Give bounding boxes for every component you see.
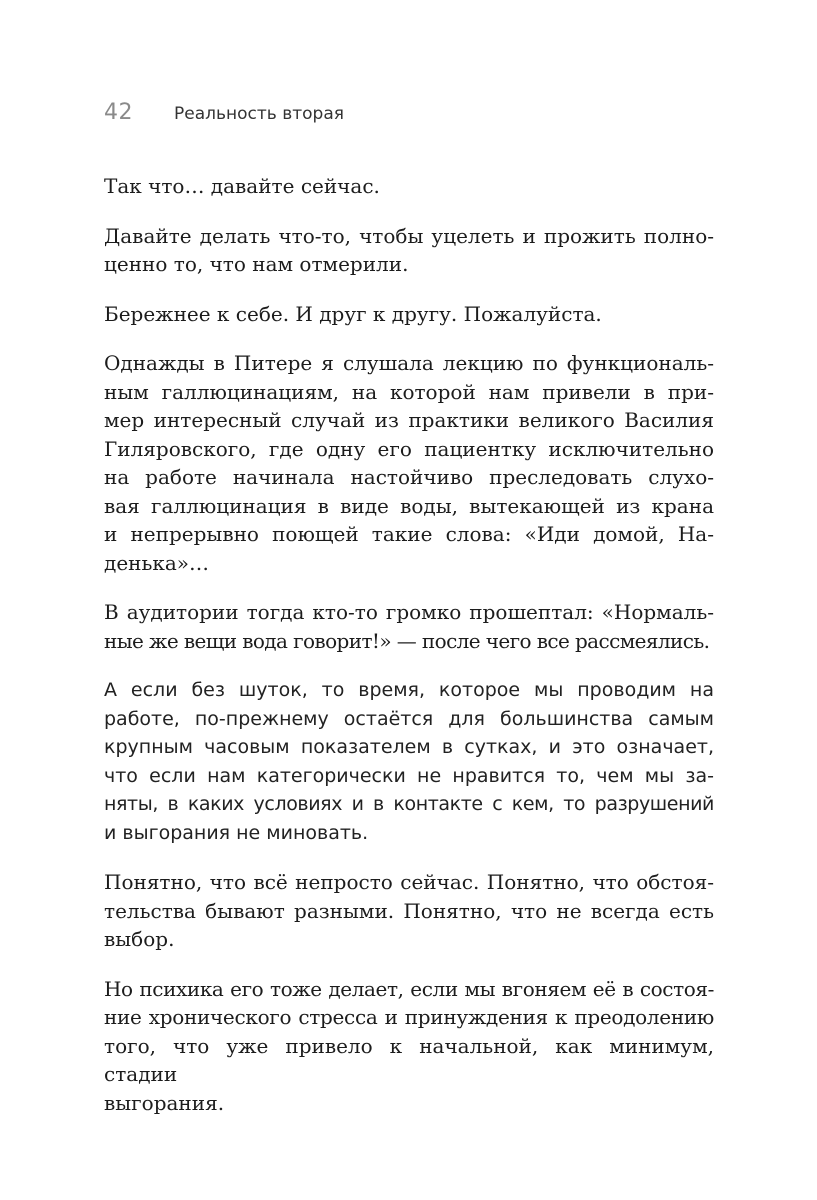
text-line: Понятно, что всё непросто сейчас. Понятно, что обстоя- [104,870,714,894]
text-line: что если нам категорически не нравится то, чем мы за- [104,764,714,787]
paragraph-2 [104,222,714,279]
text-line: выгорания. [104,1090,225,1115]
text-line: на работе начинала настойчиво преследовать слухо- [104,465,714,489]
text-line: тельства бывают разными. Понятно, что не всегда есть [104,898,714,923]
paragraph-7 [104,868,714,954]
paragraph-6 [104,676,714,847]
paragraph-1 [104,172,714,201]
page-number: 42 [104,100,133,125]
text-line: ценно то, что нам отмерили. [104,252,409,276]
text-line: Однажды в Питере я слушала лекцию по функциональ- [104,351,714,375]
text-line: А если без шуток, то время, которое мы проводим на [104,679,714,701]
text-line: выбор. [104,927,175,951]
text-line: Бережнее к себе. И друг к другу. Пожалуйста. [104,301,602,326]
page-header [104,100,344,125]
text-line: ным галлюцинациям, на которой нам привели в при- [104,379,714,404]
text-line: крупным часовым показателем в сутках, и это означает, [104,736,714,758]
paragraph-5 [104,598,714,655]
text-line: мер интересный случай из практики великого Василия [104,408,714,432]
text-line: ные же вещи вода говорит!» — после чего все рассмеялись. [104,628,710,653]
text-line: вая галлюцинация в виде воды, вытекающей из крана [104,493,714,518]
text-line: Гиляровского, где одну его пациентку исключительно [104,436,714,461]
page-body [104,172,714,1138]
text-line: Давайте делать что-то, чтобы уцелеть и прожить полно- [104,223,714,248]
text-line: ние хронического стресса и принуждения к преодолению [104,1005,714,1029]
text-line: Так что… давайте сейчас. [104,174,380,198]
text-line: Но психика его тоже делает, если мы вгоняем её в состоя- [104,976,714,1001]
paragraph-4 [104,349,714,577]
running-title: Реальность вторая [174,104,344,124]
text-line: и выгорания не миновать. [104,821,369,844]
text-line: и непрерывно поющей такие слова: «Иди домой, На- [104,522,714,546]
text-line: работе, по-прежнему остаётся для большинства самым [104,707,714,730]
text-line: няты, в каких условиях и в контакте с кем, то разрушений [104,793,714,815]
paragraph-8 [104,975,714,1118]
paragraph-3 [104,300,714,329]
text-line: денька»… [104,550,210,575]
text-line: В аудитории тогда кто-то громко прошептал: «Нормаль- [104,600,714,624]
text-line: того, что уже привело к начальной, как минимум, стадии [104,1033,714,1086]
